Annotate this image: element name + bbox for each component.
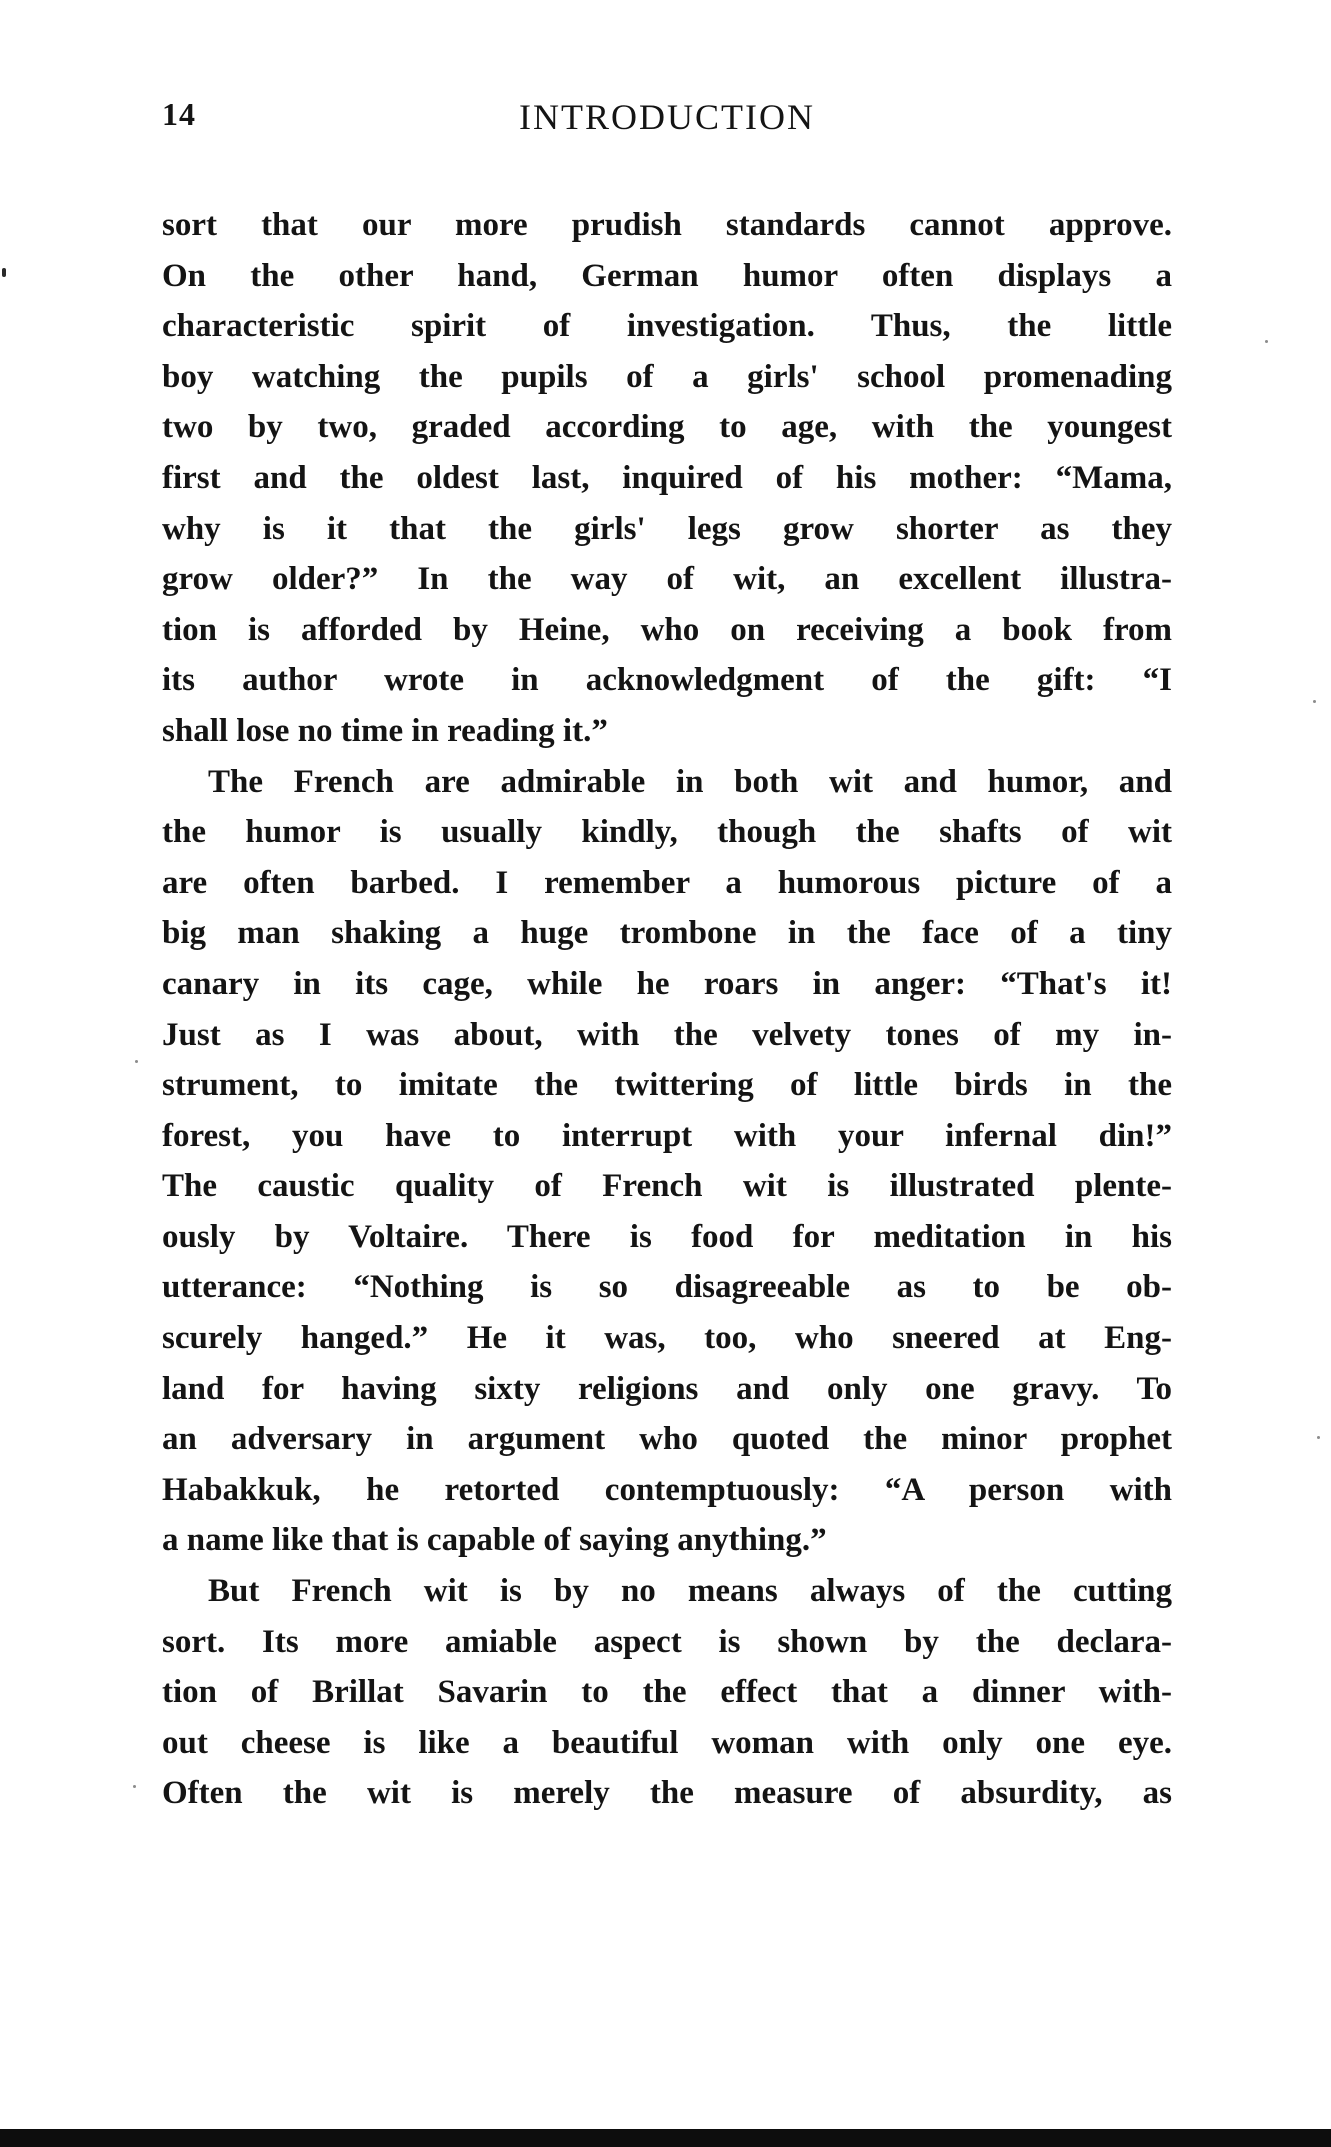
- body-text: [162, 200, 1172, 1819]
- text-line: ously by Voltaire. There is food for meditation in his: [162, 1218, 1172, 1255]
- text-line: sort that our more prudish standards cannot approve.: [162, 207, 1172, 243]
- text-line: utterance: “Nothing is so disagreeable as to be ob-: [162, 1269, 1172, 1306]
- text-line: out cheese is like a beautiful woman with only one eye.: [162, 1724, 1172, 1761]
- text-line: first and the oldest last, inquired of his mother: “Mama,: [162, 459, 1172, 496]
- paragraph-first-line: But French wit is by no means always of the cutting: [208, 1573, 1172, 1610]
- text-line: Often the wit is merely the measure of absurdity, as: [162, 1775, 1172, 1812]
- text-line: shall lose no time in reading it.”: [162, 712, 608, 749]
- text-line: sort. Its more amiable aspect is shown by the declara-: [162, 1623, 1172, 1660]
- text-line: Just as I was about, with the velvety tones of my in-: [162, 1016, 1172, 1053]
- text-line: characteristic spirit of investigation. Thus, the little: [162, 308, 1172, 345]
- text-line: strument, to imitate the twittering of little birds in the: [162, 1067, 1172, 1104]
- text-line: boy watching the pupils of a girls' school promenading: [162, 358, 1172, 395]
- paragraph-first-line: The French are admirable in both wit and humor, and: [208, 763, 1172, 800]
- text-line: scurely hanged.” He it was, too, who sneered at Eng-: [162, 1320, 1172, 1357]
- scan-speck: [133, 1785, 136, 1788]
- text-line: an adversary in argument who quoted the minor prophet: [162, 1421, 1172, 1458]
- scan-speck: [1265, 340, 1268, 343]
- page-number: 14: [162, 96, 196, 132]
- scan-speck: [2, 268, 6, 277]
- text-line: a name like that is capable of saying anything.”: [162, 1522, 827, 1559]
- text-line: the humor is usually kindly, though the shafts of wit: [162, 814, 1172, 851]
- text-line: grow older?” In the way of wit, an excellent illustra-: [162, 561, 1172, 598]
- scan-speck: [135, 1060, 138, 1063]
- text-line: tion of Brillat Savarin to the effect that a dinner with-: [162, 1674, 1172, 1711]
- text-line: tion is afforded by Heine, who on receiving a book from: [162, 611, 1172, 648]
- text-line: two by two, graded according to age, with the youngest: [162, 409, 1172, 446]
- text-line: big man shaking a huge trombone in the face of a tiny: [162, 915, 1172, 952]
- page-header: [162, 96, 1172, 146]
- scan-speck: [1317, 1436, 1320, 1439]
- text-line: The caustic quality of French wit is illustrated plente-: [162, 1168, 1172, 1205]
- text-line: forest, you have to interrupt with your infernal din!”: [162, 1117, 1172, 1154]
- text-line: canary in its cage, while he roars in anger: “That's it!: [162, 965, 1172, 1002]
- text-line: On the other hand, German humor often displays a: [162, 257, 1172, 294]
- text-line: its author wrote in acknowledgment of the gift: “I: [162, 662, 1172, 699]
- text-line: Habakkuk, he retorted contemptuously: “A person with: [162, 1471, 1172, 1508]
- text-line: land for having sixty religions and only one gravy. To: [162, 1370, 1172, 1407]
- text-line: are often barbed. I remember a humorous picture of a: [162, 864, 1172, 901]
- scan-bottom-edge: [0, 2129, 1331, 2147]
- text-line: why is it that the girls' legs grow shorter as they: [162, 510, 1172, 547]
- scan-speck: [1313, 700, 1316, 703]
- running-title: INTRODUCTION: [519, 97, 815, 137]
